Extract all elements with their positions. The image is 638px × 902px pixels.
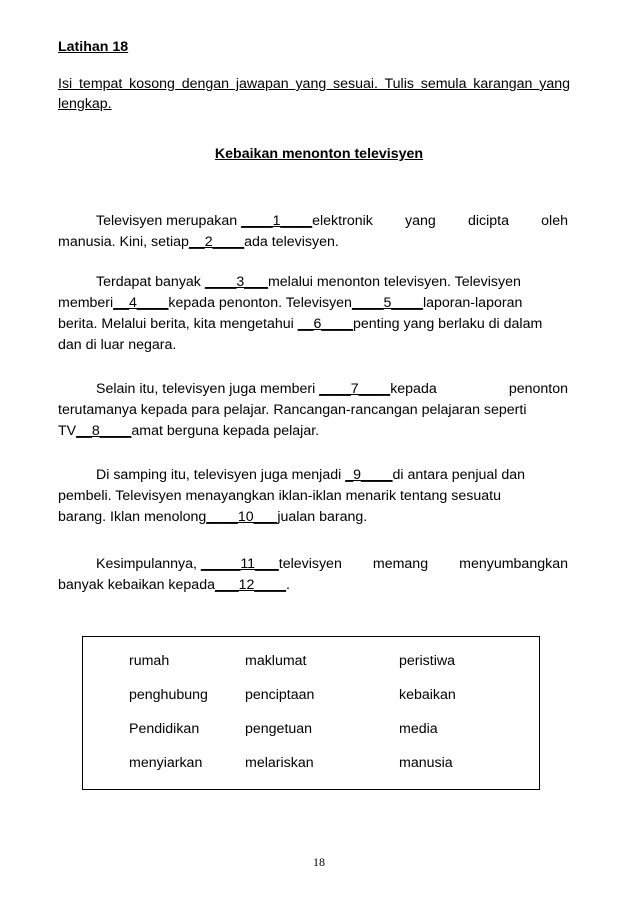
text-segment: dan di luar negara. bbox=[58, 337, 177, 353]
blank-11: _____11___ bbox=[200, 556, 279, 572]
blank-10: ____10___ bbox=[206, 509, 278, 525]
word-bank-item: melariskan bbox=[245, 755, 314, 771]
paragraph-5 bbox=[58, 554, 568, 596]
text-segment: pembeli. Televisyen menayangkan iklan-iklan menarik tentang sesuatu bbox=[58, 488, 501, 504]
text-segment: oleh bbox=[541, 213, 568, 229]
text-segment: penting yang berlaku di dalam bbox=[352, 316, 543, 332]
paragraph-2 bbox=[58, 272, 568, 356]
text-segment: di antara penjual dan bbox=[392, 467, 526, 483]
instructions: Isi tempat kosong dengan jawapan yang sesuai. Tulis semula karangan yang lengkap. bbox=[58, 76, 570, 112]
text-segment: berita. Melalui berita, kita mengetahui bbox=[58, 316, 298, 332]
word-bank-item: media bbox=[399, 721, 438, 737]
text-segment: kepada penonton. Televisyen bbox=[168, 295, 352, 311]
text-segment: penonton bbox=[508, 381, 568, 397]
word-bank-item: menyiarkan bbox=[129, 755, 203, 771]
blank-4: __4____ bbox=[113, 295, 169, 311]
paragraph-line bbox=[58, 272, 568, 293]
blank-2: __2____ bbox=[188, 234, 245, 250]
word-bank-item: pengetuan bbox=[245, 721, 313, 737]
word-bank-box bbox=[82, 636, 540, 790]
paragraph-line bbox=[58, 465, 568, 486]
word-bank-item: Pendidikan bbox=[129, 721, 200, 737]
paragraph-line bbox=[58, 335, 568, 356]
text-segment: laporan-laporan bbox=[422, 295, 523, 311]
exercise-title: Latihan 18 bbox=[58, 39, 129, 55]
paragraph-line bbox=[58, 421, 568, 442]
text-segment: elektronik bbox=[312, 213, 373, 229]
text-segment: yang bbox=[405, 213, 436, 229]
text-segment: TV bbox=[58, 423, 77, 439]
blank-8: __8____ bbox=[76, 423, 132, 439]
word-bank-item: rumah bbox=[129, 653, 170, 669]
text-segment: ada televisyen. bbox=[244, 234, 339, 250]
paragraph-line bbox=[58, 379, 568, 400]
blank-5: ____5____ bbox=[351, 295, 423, 311]
blank-12: ___12____ bbox=[214, 577, 286, 593]
paragraph-line bbox=[58, 293, 568, 314]
blank-6: __6____ bbox=[297, 316, 353, 332]
word-bank-item: manusia bbox=[399, 755, 453, 771]
text-segment: melalui menonton televisyen. Televisyen bbox=[267, 274, 521, 290]
text-segment: amat berguna kepada pelajar. bbox=[131, 423, 320, 439]
text-segment: memang bbox=[372, 556, 429, 572]
page-number: 18 bbox=[313, 855, 325, 869]
word-bank-item: peristiwa bbox=[399, 653, 455, 669]
paragraph-line bbox=[58, 232, 568, 253]
paragraph-line bbox=[58, 507, 568, 528]
word-bank-item: maklumat bbox=[245, 653, 307, 669]
paragraph-3 bbox=[58, 379, 568, 442]
paragraph-line bbox=[58, 554, 568, 575]
text-segment: barang. Iklan menolong bbox=[58, 509, 207, 525]
text-segment: manusia. Kini, setiap bbox=[58, 234, 189, 250]
paragraph-line bbox=[58, 400, 568, 421]
blank-7: ____7____ bbox=[319, 381, 391, 397]
text-segment: Televisyen merupakan bbox=[96, 213, 242, 229]
essay-title: Kebaikan menonton televisyen bbox=[214, 146, 424, 162]
text-segment: banyak kebaikan kepada bbox=[58, 577, 215, 593]
blank-9: _9____ bbox=[345, 467, 393, 483]
word-bank-item: penciptaan bbox=[245, 687, 315, 703]
text-segment: Di samping itu, televisyen juga menjadi bbox=[96, 467, 346, 483]
word-bank-item: penghubung bbox=[129, 687, 208, 703]
paragraph-line bbox=[58, 211, 568, 232]
blank-3: ____3___ bbox=[204, 274, 268, 290]
text-segment: menyumbangkan bbox=[459, 556, 568, 572]
blank-1: ____1____ bbox=[241, 213, 313, 229]
text-segment: televisyen bbox=[278, 556, 342, 572]
text-segment: . bbox=[286, 577, 290, 593]
paragraph-line bbox=[58, 314, 568, 335]
text-segment: kepada bbox=[390, 381, 437, 397]
text-segment: Selain itu, televisyen juga memberi bbox=[96, 381, 320, 397]
text-segment: Terdapat banyak bbox=[96, 274, 205, 290]
paragraph-1 bbox=[58, 211, 568, 253]
text-segment: dicipta bbox=[467, 213, 509, 229]
paragraph-line bbox=[58, 486, 568, 507]
text-segment: Kesimpulannya, bbox=[96, 556, 201, 572]
paragraph-line bbox=[58, 575, 568, 596]
paragraph-4 bbox=[58, 465, 568, 528]
text-segment: terutamanya kepada para pelajar. Rancangan-rancangan pelajaran seperti bbox=[58, 402, 527, 418]
text-segment: memberi bbox=[58, 295, 114, 311]
text-segment: jualan barang. bbox=[277, 509, 368, 525]
word-bank-item: kebaikan bbox=[399, 687, 456, 703]
